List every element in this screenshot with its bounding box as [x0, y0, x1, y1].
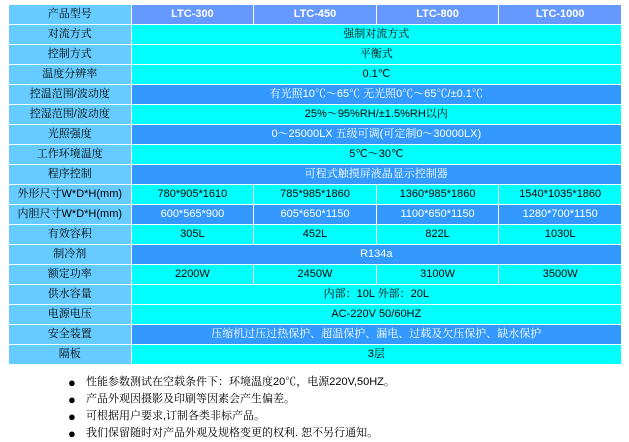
- row-label: 制冷剂: [9, 245, 132, 265]
- row-label: 安全装置: [9, 325, 132, 345]
- table-cell: 3500W: [499, 265, 622, 285]
- table-row: [9, 125, 622, 145]
- table-cell: 780*905*1610: [131, 185, 254, 205]
- table-cell: 1030L: [499, 225, 622, 245]
- table-cell: 内部：10L 外部：20L: [131, 285, 621, 305]
- table-cell: 305L: [131, 225, 254, 245]
- table-cell: 5℃～30℃: [131, 145, 621, 165]
- table-row: [9, 165, 622, 185]
- note-text: 产品外观因摄影及印刷等因素会产生偏差。: [86, 393, 295, 405]
- note-text: 性能参数测试在空载条件下：环境温度20℃，电源220V,50HZ。: [86, 376, 395, 388]
- row-label: 外形尺寸W*D*H(mm): [9, 185, 132, 205]
- table-cell: 3100W: [376, 265, 499, 285]
- row-label: 控温范围/波动度: [9, 85, 132, 105]
- row-label: 工作环境温度: [9, 145, 132, 165]
- table-cell: 0～25000LX 五级可调(可定制0～30000LX): [131, 125, 621, 145]
- table-cell: 25%～95%RH/±1.5%RH以内: [131, 105, 621, 125]
- table-cell: 1360*985*1860: [376, 185, 499, 205]
- column-header: LTC-450: [254, 5, 377, 25]
- row-label: 供水容量: [9, 285, 132, 305]
- row-label: 温度分辨率: [9, 65, 132, 85]
- spec-table-body: [9, 5, 622, 365]
- table-cell: 压缩机过压过热保护、超温保护、漏电、过载及欠压保护、缺水保护: [131, 325, 621, 345]
- table-cell: 452L: [254, 225, 377, 245]
- table-row: [9, 305, 622, 325]
- table-cell: 2450W: [254, 265, 377, 285]
- bullet-icon: ●: [68, 392, 76, 407]
- table-row: [9, 205, 622, 225]
- table-row: [9, 85, 622, 105]
- row-label: 控湿范围/波动度: [9, 105, 132, 125]
- row-label: 额定功率: [9, 265, 132, 285]
- table-row: [9, 65, 622, 85]
- table-cell: 785*985*1860: [254, 185, 377, 205]
- list-item: [0, 425, 629, 442]
- table-cell: 822L: [376, 225, 499, 245]
- table-cell: 强制对流方式: [131, 25, 621, 45]
- bullet-icon: ●: [68, 426, 76, 441]
- note-text: 我们保留随时对产品外观及规格变更的权利. 恕不另行通知。: [86, 427, 379, 439]
- bullet-icon: ●: [68, 375, 76, 390]
- table-cell: 有光照10℃～65℃ 无光照0℃～65℃/±0.1℃: [131, 85, 621, 105]
- table-row: [9, 245, 622, 265]
- table-cell: 600*565*900: [131, 205, 254, 225]
- note-text: 可根据用户要求,订制各类非标产品。: [86, 410, 266, 422]
- table-row: [9, 265, 622, 285]
- table-row: [9, 225, 622, 245]
- bullet-icon: ●: [68, 409, 76, 424]
- table-cell: 3层: [131, 345, 621, 365]
- specification-table: [8, 4, 622, 365]
- column-header: LTC-800: [376, 5, 499, 25]
- row-label: 有效容积: [9, 225, 132, 245]
- table-row: [9, 285, 622, 305]
- table-cell: 1100*650*1150: [376, 205, 499, 225]
- column-header: LTC-300: [131, 5, 254, 25]
- table-row: [9, 45, 622, 65]
- table-cell: 可程式触摸屏液晶显示控制器: [131, 165, 621, 185]
- row-label: 光照强度: [9, 125, 132, 145]
- list-item: [0, 408, 629, 425]
- table-row: [9, 5, 622, 25]
- row-label: 程序控制: [9, 165, 132, 185]
- notes-list: [0, 374, 629, 442]
- table-cell: 2200W: [131, 265, 254, 285]
- table-cell: 605*650*1150: [254, 205, 377, 225]
- table-cell: 0.1℃: [131, 65, 621, 85]
- row-label: 内胆尺寸W*D*H(mm): [9, 205, 132, 225]
- table-cell: R134a: [131, 245, 621, 265]
- table-cell: 1280*700*1150: [499, 205, 622, 225]
- row-label: 产品型号: [9, 5, 132, 25]
- table-cell: 平衡式: [131, 45, 621, 65]
- table-cell: AC-220V 50/60HZ: [131, 305, 621, 325]
- row-label: 控制方式: [9, 45, 132, 65]
- row-label: 对流方式: [9, 25, 132, 45]
- table-row: [9, 345, 622, 365]
- table-row: [9, 105, 622, 125]
- list-item: [0, 391, 629, 408]
- row-label: 隔板: [9, 345, 132, 365]
- table-cell: 1540*1035*1860: [499, 185, 622, 205]
- table-row: [9, 325, 622, 345]
- list-item: [0, 374, 629, 391]
- row-label: 电源电压: [9, 305, 132, 325]
- spec-sheet: [0, 4, 629, 441]
- table-row: [9, 145, 622, 165]
- table-row: [9, 185, 622, 205]
- column-header: LTC-1000: [499, 5, 622, 25]
- table-row: [9, 25, 622, 45]
